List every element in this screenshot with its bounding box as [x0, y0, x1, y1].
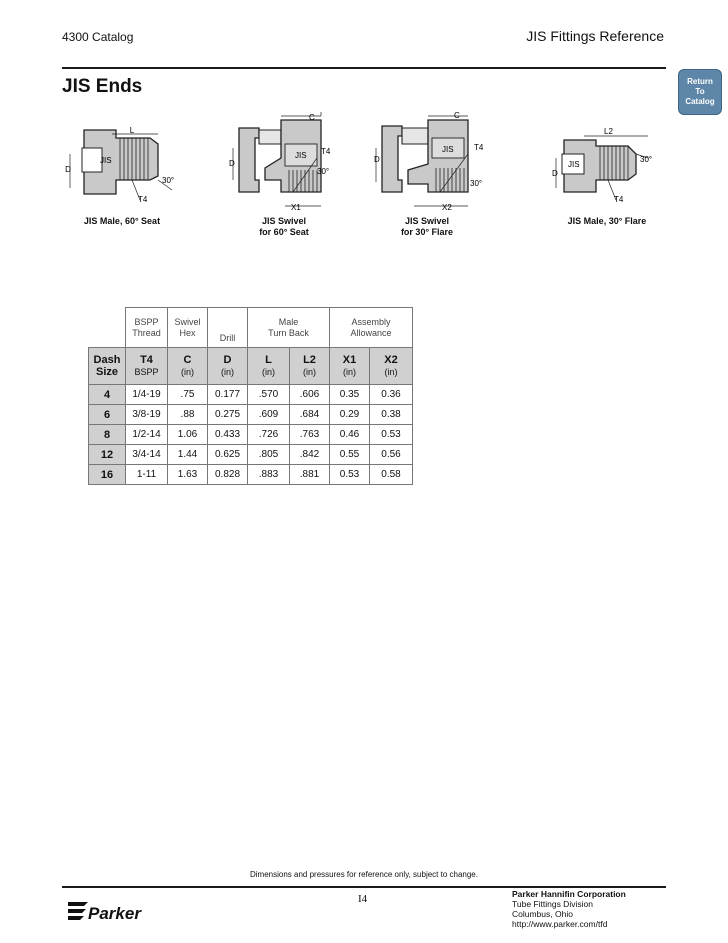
diagram3-label-angle: 30° [470, 179, 483, 188]
cell-x2: 0.53 [370, 425, 413, 445]
diagram1-caption: JIS Male, 60° Seat [83, 216, 161, 226]
corp-city: Columbus, Ohio [512, 909, 573, 919]
diagram1-label-t4: T4 [138, 195, 148, 204]
table-column-header-row [89, 348, 413, 385]
cell-dash-size: 8 [89, 425, 126, 445]
corp-name: Parker Hannifin Corporation [512, 889, 626, 899]
jis-swivel-60-seat-diagram [225, 110, 343, 215]
diagram1-label-l: L [129, 126, 135, 135]
cell-d: 0.828 [208, 465, 248, 485]
column-header-l: L (in) [248, 348, 290, 385]
diagram4-label-angle: 30° [640, 155, 653, 164]
table-row [89, 465, 413, 485]
cell-l: .570 [248, 385, 290, 405]
page-title: JIS Ends [62, 76, 143, 97]
cell-c: 1.63 [168, 465, 208, 485]
cell-l2: .606 [290, 385, 330, 405]
cell-t4: 1-11 [126, 465, 168, 485]
diagram3-label-t4: T4 [474, 143, 484, 152]
table-row [89, 425, 413, 445]
column-header-x1: X1 (in) [330, 348, 370, 385]
cell-d: 0.433 [208, 425, 248, 445]
table-row [89, 385, 413, 405]
table-row [89, 405, 413, 425]
diagram3-label-jis: JIS [442, 145, 454, 154]
cell-x1: 0.55 [330, 445, 370, 465]
diagram3-label-x2: X2 [442, 203, 452, 212]
cell-t4: 1/2-14 [126, 425, 168, 445]
cell-dash-size: 16 [89, 465, 126, 485]
corp-division: Tube Fittings Division [512, 899, 593, 909]
cell-l: .726 [248, 425, 290, 445]
diagram2-label-c: C [309, 113, 315, 122]
table-group-drill: Drill [208, 308, 248, 348]
cell-dash-size: 12 [89, 445, 126, 465]
diagram2-label-d: D [229, 159, 235, 168]
header-rule [62, 67, 666, 69]
parker-logo-text: Parker [88, 904, 141, 923]
cell-l2: .763 [290, 425, 330, 445]
diagram1-label-jis: JIS [100, 156, 112, 165]
diagram3-label-d: D [374, 155, 380, 164]
diagram4-caption: JIS Male, 30° Flare [567, 216, 647, 226]
table-group-bspp-thread: BSPP Thread [126, 308, 168, 348]
diagram4-label-jis: JIS [568, 160, 580, 169]
cell-x2: 0.36 [370, 385, 413, 405]
table-group-assembly-allowance: Assembly Allowance [330, 308, 413, 348]
cell-l2: .684 [290, 405, 330, 425]
footer-rule [62, 886, 666, 888]
header-catalog-label: 4300 Catalog [62, 30, 134, 44]
column-header-l2: L2 (in) [290, 348, 330, 385]
cell-l: .805 [248, 445, 290, 465]
table-group-header-row [89, 308, 413, 348]
cell-c: 1.44 [168, 445, 208, 465]
diagram2-label-x1: X1 [291, 203, 301, 212]
cell-c: 1.06 [168, 425, 208, 445]
cell-d: 0.625 [208, 445, 248, 465]
cell-x1: 0.35 [330, 385, 370, 405]
cell-x2: 0.58 [370, 465, 413, 485]
jis-male-30-flare-diagram [548, 118, 666, 213]
jis-ends-dimension-table [88, 307, 413, 485]
return-to-catalog-button[interactable]: Return To Catalog [678, 69, 722, 115]
diagram4-label-l2: L2 [604, 127, 613, 136]
column-header-x2: X2 (in) [370, 348, 413, 385]
table-group-swivel-hex: Swivel Hex [168, 308, 208, 348]
cell-dash-size: 6 [89, 405, 126, 425]
diagram3-caption: JIS Swivel for 30° Flare [400, 216, 454, 237]
jis-swivel-30-flare-diagram [368, 108, 490, 215]
cell-x1: 0.53 [330, 465, 370, 485]
corporate-info [512, 889, 626, 929]
diagram2-label-angle: 30° [317, 167, 330, 176]
jis-male-60-seat-diagram [62, 118, 202, 213]
diagram2-label-jis: JIS [295, 151, 307, 160]
cell-x2: 0.56 [370, 445, 413, 465]
cell-c: .88 [168, 405, 208, 425]
diagram4-label-t4: T4 [614, 195, 624, 204]
column-header-c: C (in) [168, 348, 208, 385]
page-number: I4 [358, 893, 368, 905]
header-section-label: JIS Fittings Reference [526, 28, 664, 44]
footnote: Dimensions and pressures for reference only, subject to change. [250, 870, 478, 879]
column-header-t4: T4 BSPP [126, 348, 168, 385]
diagram4-label-d: D [552, 169, 558, 178]
diagram2-caption: JIS Swivel for 60° Seat [259, 216, 309, 237]
cell-c: .75 [168, 385, 208, 405]
cell-d: 0.275 [208, 405, 248, 425]
cell-l: .883 [248, 465, 290, 485]
cell-l2: .881 [290, 465, 330, 485]
cell-t4: 3/8-19 [126, 405, 168, 425]
parker-logo [66, 892, 148, 928]
diagram3-label-c: C [454, 111, 460, 120]
cell-l: .609 [248, 405, 290, 425]
table-row [89, 445, 413, 465]
cell-x1: 0.29 [330, 405, 370, 425]
corp-url-link[interactable]: http://www.parker.com/tfd [512, 919, 608, 929]
cell-l2: .842 [290, 445, 330, 465]
diagram2-label-t4: T4 [321, 147, 331, 156]
cell-d: 0.177 [208, 385, 248, 405]
cell-t4: 3/4-14 [126, 445, 168, 465]
column-header-d: D (in) [208, 348, 248, 385]
diagram1-label-angle: 30° [162, 176, 175, 185]
table-group-male-turn-back: Male Turn Back [248, 308, 330, 348]
cell-x2: 0.38 [370, 405, 413, 425]
table-group-blank [89, 308, 126, 348]
cell-x1: 0.46 [330, 425, 370, 445]
cell-t4: 1/4-19 [126, 385, 168, 405]
cell-dash-size: 4 [89, 385, 126, 405]
diagram1-label-d: D [65, 165, 71, 174]
column-header-dash-size: Dash Size [89, 348, 126, 385]
